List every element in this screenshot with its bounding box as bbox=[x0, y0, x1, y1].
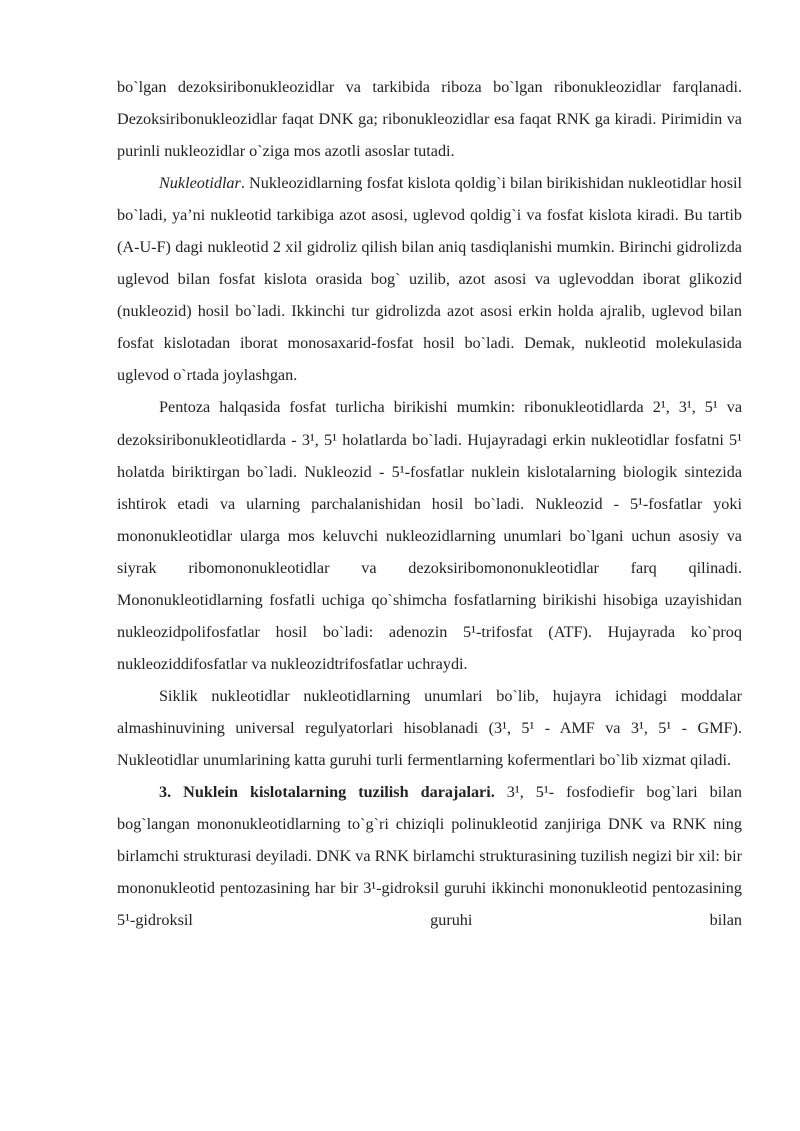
section-heading: 3. Nuklein kislotalarning tuzilish darajalari. bbox=[159, 783, 495, 802]
paragraph-5-text: 3¹, 5¹- fosfodiefir bog`lari bilan bog`langan mononukleotidlarning to`g`ri chiziqli polinukleotid zanjiriga DNK va RNK ning birlamchi strukturasi deyiladi. DNK va RNK birlamchi strukturasining tuzilish negizi bir xil: bir mononukleotid pentozasining har bir 3¹-gidroksil guruhi ikkinchi mononukleotid pentozasining 5¹-gidroksil guruhi bilan bbox=[117, 783, 742, 930]
paragraph-3 bbox=[117, 391, 742, 679]
paragraph-2-lead: Nukleotidlar bbox=[159, 174, 241, 193]
paragraph-3-text: Pentoza halqasida fosfat turlicha birikishi mumkin: ribonukleotidlarda 2¹, 3¹, 5¹ va dezoksiribonukleotidlarda - 3¹, 5¹ holatlarda bo`ladi. Hujayradagi erkin nukleotidlar fosfatni 5¹ holatda biriktirgan bo`ladi. Nukleozid - 5¹-fosfatlar nuklein kislotalarning biologik sintezida ishtirok etadi va ularning parchalanishidan hosil bo`ladi. Nukleozid - 5¹-fosfatlar yoki mononukleotidlar ularga mos keluvchi nukleozidlarning unumlari bo`lgani uchun asosiy va siyrak ribomononukleotidlar va dezoksiribomononukleotidlar farq qilinadi. Mononukleotidlarning fosfatli uchiga qo`shimcha fosfatlarning birikishi hisobiga uzayishidan nukleozidpolifosfatlar hosil bo`ladi: adenozin 5¹-trifosfat (ATF). Hujayrada ko`proq nukleoziddifosfatlar va nukleozidtrifosfatlar uchraydi. bbox=[117, 398, 742, 673]
paragraph-4 bbox=[117, 680, 742, 776]
paragraph-1-text: bo`lgan dezoksiribonukleozidlar va tarkibida riboza bo`lgan ribonukleozidlar farqlanadi. Dezoksiribonukleozidlar faqat DNK ga; ribonukleozidlar esa faqat RNK ga kiradi. Pirimidin va purinli nukleozidlar o`ziga mos azotli asoslar tutadi. bbox=[117, 78, 742, 161]
paragraph-2-text: . Nukleozidlarning fosfat kislota qoldig`i bilan birikishidan nukleotidlar hosil bo`ladi, ya’ni nukleotid tarkibiga azot asosi, uglevod qoldig`i va fosfat kislota kiradi. Bu tartib (A-U-F) dagi nukleotid 2 xil gidroliz qilish bilan aniq tasdiqlanishi mumkin. Birinchi gidrolizda uglevod bilan fosfat kislota orasida bog` uzilib, azot asosi va uglevoddan iborat glikozid (nukleozid) hosil bo`ladi. Ikkinchi tur gidrolizda azot asosi erkin holda ajralib, uglevod bilan fosfat kislotadan iborat monosaxarid-fosfat hosil bo`ladi. Demak, nukleotid molekulasida uglevod o`rtada joylashgan. bbox=[117, 174, 742, 385]
paragraph-4-text: Siklik nukleotidlar nukleotidlarning unumlari bo`lib, hujayra ichidagi moddalar almashinuvining universal regulyatorlari hisoblanadi (3¹, 5¹ - AMF va 3¹, 5¹ - GMF). Nukleotidlar unumlarining katta guruhi turli fermentlarning kofermentlari bo`lib xizmat qiladi. bbox=[117, 686, 742, 769]
paragraph-1 bbox=[117, 71, 742, 167]
document-body bbox=[117, 71, 742, 936]
paragraph-5 bbox=[117, 776, 742, 936]
paragraph-2 bbox=[117, 167, 742, 391]
